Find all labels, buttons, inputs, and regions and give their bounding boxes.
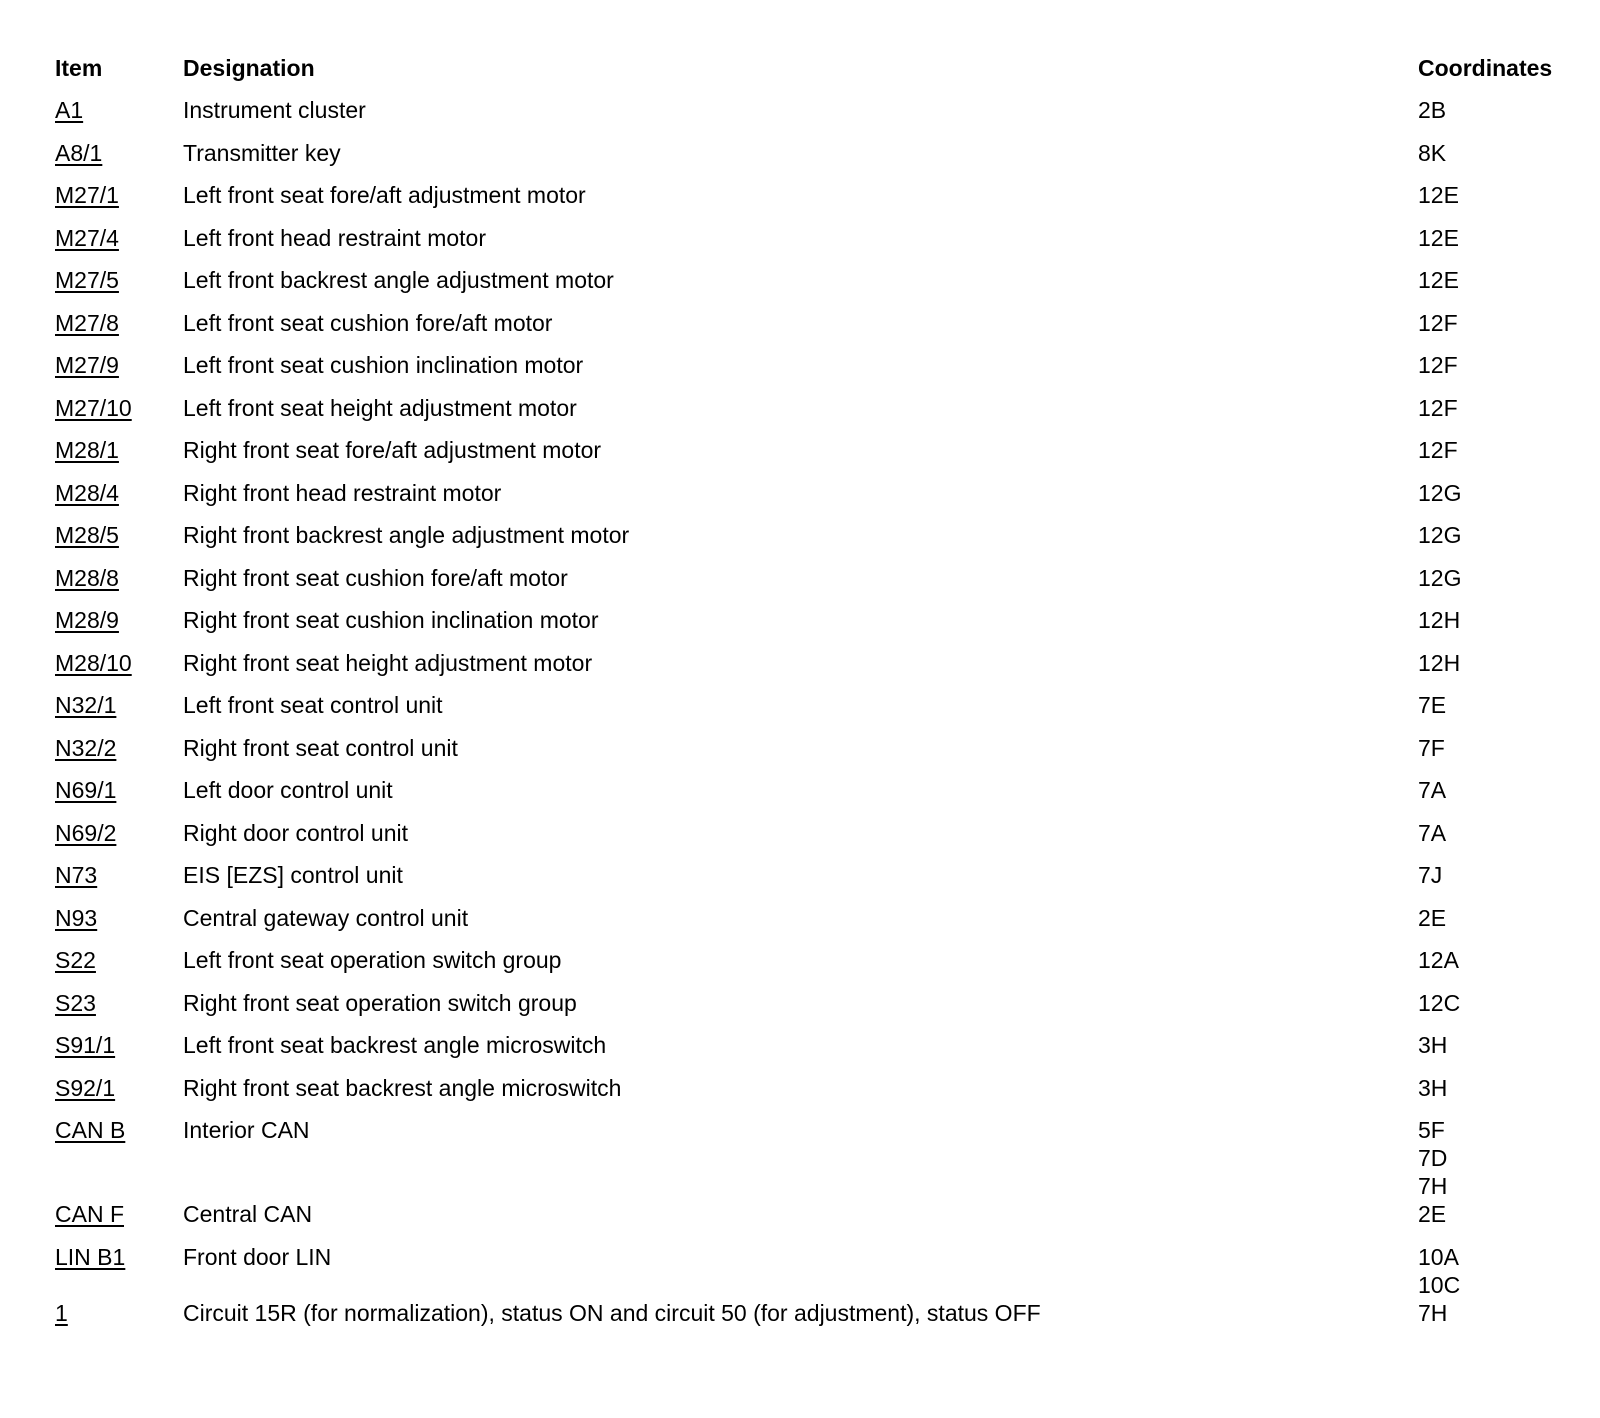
item-link[interactable]: CAN B [55,1117,126,1143]
coordinate-value: 12E [1418,267,1459,293]
coordinates-cell [1418,734,1575,762]
item-cell [55,1200,183,1228]
designation-cell: Left door control unit [183,777,393,803]
item-link[interactable]: M27/4 [55,224,119,251]
designation-cell: Right front head restraint motor [183,479,502,506]
item-link[interactable]: 1 [55,1299,68,1326]
table-row [55,521,1575,564]
header-coordinates: Coordinates [1418,55,1553,81]
coordinate-value: 12H [1418,607,1461,633]
coordinate-value: 7J [1418,862,1443,888]
item-cell [55,1031,183,1059]
item-link[interactable]: M27/5 [55,267,119,293]
coordinate-value: 10A [1418,1243,1459,1270]
item-link[interactable]: N32/2 [55,734,117,761]
table-row [55,649,1575,692]
table-row [55,1299,1575,1342]
item-link[interactable]: M27/10 [55,394,132,421]
item-link[interactable]: S92/1 [55,1074,116,1101]
coordinates-cell [1418,819,1575,847]
item-cell [55,989,183,1017]
coordinates-cell [1418,564,1575,592]
item-cell [55,96,183,124]
designation-cell: Central gateway control unit [183,904,469,931]
coordinate-value: 7E [1418,692,1447,718]
table-row [55,946,1575,989]
table-row [55,224,1575,267]
designation-cell: Instrument cluster [183,97,366,123]
coordinates-cell [1418,521,1575,549]
item-cell [55,266,183,294]
coordinate-value: 2E [1418,1201,1447,1227]
coordinate-value: 5F [1418,1117,1445,1143]
coordinate-value: 8K [1418,139,1447,166]
table-row [55,266,1575,309]
coordinates-cell [1418,1243,1575,1299]
designation-cell: Left front head restraint motor [183,224,486,251]
designation-cell: Right front seat cushion inclination motor [183,607,599,633]
designation-cell: Left front seat operation switch group [183,947,562,973]
item-cell [55,649,183,677]
coordinate-value: 12F [1418,352,1458,378]
coordinate-value: 2B [1418,97,1447,123]
designation-cell: Interior CAN [183,1117,310,1143]
item-cell [55,564,183,592]
item-cell [55,1116,183,1144]
legend-table [55,54,1575,1341]
table-row [55,479,1575,522]
coordinate-value: 12F [1418,437,1458,463]
coordinate-value: 12H [1418,649,1461,676]
table-row [55,1243,1575,1299]
item-cell [55,776,183,804]
item-link[interactable]: CAN F [55,1201,124,1227]
designation-cell: Right front seat backrest angle microswitch [183,1074,622,1101]
table-row [55,351,1575,394]
designation-cell: Left front seat cushion inclination motor [183,352,584,378]
item-link[interactable]: M27/9 [55,352,119,378]
item-link[interactable]: N69/1 [55,777,117,803]
coordinates-cell [1418,394,1575,422]
coordinates-cell [1418,1031,1575,1059]
item-link[interactable]: N32/1 [55,692,117,718]
table-row [55,861,1575,904]
designation-cell: Left front seat height adjustment motor [183,394,577,421]
item-cell [55,1243,183,1271]
item-link[interactable]: M28/4 [55,479,119,506]
designation-cell: EIS [EZS] control unit [183,862,403,888]
coordinates-cell [1418,96,1575,124]
coordinate-value: 7F [1418,734,1445,761]
designation-cell: Circuit 15R (for normalization), status ON and circuit 50 (for adjustment), status OFF [183,1299,1041,1326]
item-cell [55,394,183,422]
table-row [55,606,1575,649]
table-row [55,819,1575,862]
header-designation: Designation [183,55,315,81]
item-link[interactable]: M28/5 [55,522,119,548]
table-row [55,309,1575,352]
coordinate-value: 3H [1418,1032,1448,1058]
coordinates-cell [1418,266,1575,294]
legend-rows [55,96,1575,1341]
coordinate-value: 12A [1418,947,1459,973]
header-item: Item [55,55,103,81]
designation-cell: Left front seat cushion fore/aft motor [183,309,553,336]
coordinate-value: 7D [1418,1145,1448,1171]
coordinates-cell [1418,606,1575,634]
coordinates-cell [1418,649,1575,677]
item-link[interactable]: M27/8 [55,309,119,336]
coordinate-value: 7H [1418,1299,1448,1326]
item-cell [55,1074,183,1102]
table-row [55,564,1575,607]
coordinates-cell [1418,904,1575,932]
table-row [55,1031,1575,1074]
designation-cell: Right front seat control unit [183,734,458,761]
coordinates-cell [1418,224,1575,252]
designation-cell: Central CAN [183,1201,313,1227]
table-row [55,691,1575,734]
item-cell [55,351,183,379]
coordinate-value: 12E [1418,224,1459,251]
item-link[interactable]: LIN B1 [55,1243,126,1270]
coordinates-cell [1418,946,1575,974]
coordinates-cell [1418,1116,1575,1200]
coordinates-cell [1418,309,1575,337]
item-cell [55,946,183,974]
designation-cell: Right front seat operation switch group [183,989,577,1016]
coordinates-cell [1418,351,1575,379]
coordinate-value: 7A [1418,777,1447,803]
coordinates-cell [1418,436,1575,464]
coordinate-value: 12G [1418,479,1462,506]
item-link[interactable]: M28/1 [55,437,119,463]
coordinate-value: 3H [1418,1074,1448,1101]
item-link[interactable]: M28/8 [55,564,119,591]
table-row [55,1074,1575,1117]
item-cell [55,436,183,464]
coordinates-cell [1418,861,1575,889]
item-link[interactable]: N69/2 [55,819,117,846]
item-cell [55,734,183,762]
designation-cell: Right front seat height adjustment motor [183,649,593,676]
coordinate-value: 2E [1418,904,1447,931]
coordinate-value: 12G [1418,522,1462,548]
item-link[interactable]: N93 [55,904,98,931]
item-cell [55,691,183,719]
coordinates-cell [1418,181,1575,209]
table-row [55,394,1575,437]
coordinate-value: 12F [1418,309,1458,336]
table-row [55,904,1575,947]
item-link[interactable]: N73 [55,862,98,888]
table-row [55,1200,1575,1243]
coordinate-value: 12F [1418,394,1458,421]
coordinates-cell [1418,776,1575,804]
item-cell [55,479,183,507]
coordinates-cell [1418,1200,1575,1228]
table-row [55,96,1575,139]
item-link[interactable]: M28/9 [55,607,119,633]
item-cell [55,224,183,252]
designation-cell: Front door LIN [183,1243,332,1270]
table-row [55,776,1575,819]
item-link[interactable]: M27/1 [55,182,119,208]
legend-header [55,54,1575,96]
item-cell [55,521,183,549]
item-link[interactable]: S23 [55,989,96,1016]
table-row [55,1116,1575,1200]
item-cell [55,819,183,847]
item-cell [55,181,183,209]
item-link[interactable]: S91/1 [55,1032,116,1058]
coordinates-cell [1418,989,1575,1017]
item-cell [55,904,183,932]
table-row [55,181,1575,224]
coordinate-value: 7A [1418,819,1447,846]
coordinates-cell [1418,691,1575,719]
designation-cell: Right front backrest angle adjustment motor [183,522,630,548]
table-row [55,734,1575,777]
designation-cell: Right front seat fore/aft adjustment motor [183,437,602,463]
designation-cell: Transmitter key [183,139,341,166]
table-row [55,139,1575,182]
designation-cell: Left front backrest angle adjustment motor [183,267,614,293]
item-cell [55,139,183,167]
coordinate-value: 12C [1418,989,1461,1016]
coordinate-value: 12G [1418,564,1462,591]
coordinate-value: 7H [1418,1173,1448,1199]
item-link[interactable]: M28/10 [55,649,132,676]
coordinates-cell [1418,139,1575,167]
item-cell [55,606,183,634]
item-link[interactable]: A8/1 [55,139,103,166]
coordinates-cell [1418,1299,1575,1327]
designation-cell: Left front seat control unit [183,692,443,718]
designation-cell: Right door control unit [183,819,409,846]
item-link[interactable]: S22 [55,947,96,973]
item-cell [55,861,183,889]
designation-cell: Left front seat backrest angle microswitch [183,1032,607,1058]
coordinate-value: 12E [1418,182,1459,208]
table-row [55,436,1575,479]
designation-cell: Right front seat cushion fore/aft motor [183,564,568,591]
item-cell [55,309,183,337]
coordinates-cell [1418,479,1575,507]
designation-cell: Left front seat fore/aft adjustment motor [183,182,586,208]
table-row [55,989,1575,1032]
item-link[interactable]: A1 [55,97,84,123]
coordinate-value: 10C [1418,1271,1461,1298]
coordinates-cell [1418,1074,1575,1102]
item-cell [55,1299,183,1327]
